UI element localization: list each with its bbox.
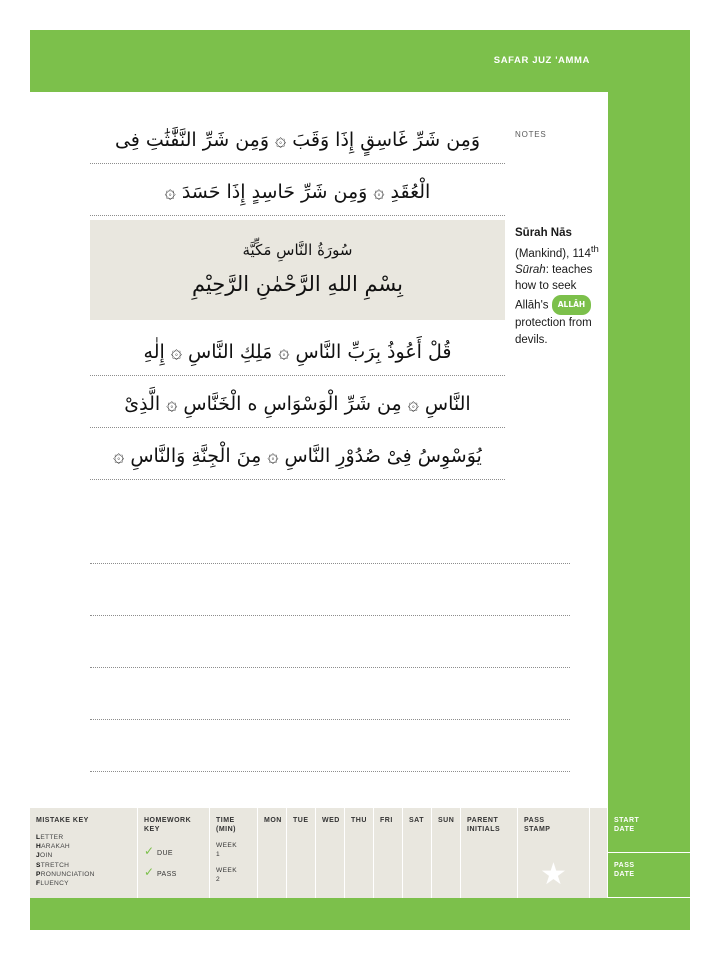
day-column-fri[interactable] [374, 808, 403, 898]
week-row-1 [216, 841, 251, 859]
pass-date-line1: PASS [614, 862, 635, 869]
arabic-line: يُوَسْوِسُ فِىْ صُدُوْرِ النَّاسِ ۞ مِنَ الْجِنَّةِ وَالنَّاسِ ۞ [90, 428, 505, 480]
day-label: SAT [409, 817, 424, 824]
day-label: THU [351, 817, 367, 824]
time-title: TIME [216, 817, 235, 824]
allah-badge: ALLĀH [552, 295, 591, 316]
notes-column [515, 130, 620, 348]
day-label: FRI [380, 817, 393, 824]
homework-key-rows [144, 842, 203, 884]
notes-desc-line-3: Allāh's ALLĀH [515, 295, 620, 316]
ruled-line [90, 668, 570, 720]
pass-stamp-cell[interactable] [518, 808, 590, 898]
mistake-key-cell [30, 808, 138, 898]
time-unit: (MIN) [216, 826, 236, 833]
notes-desc-line-4: protection from [515, 317, 592, 330]
arabic-line: الْعُقَدِ ۞ وَمِن شَرِّ حَاسِدٍ إِذَا حَسَدَ ۞ [90, 164, 505, 216]
bottom-green-strip [30, 898, 608, 930]
mistake-item: JOIN [36, 852, 53, 860]
check-icon: ✓ [144, 865, 155, 879]
day-column-thu[interactable] [345, 808, 374, 898]
time-cell [210, 808, 258, 898]
mistake-key-title: MISTAKE KEY [36, 817, 89, 824]
week-label: WEEK [216, 867, 238, 874]
arabic-line: قُلْ أَعُوذُ بِرَبِّ النَّاسِ ۞ مَلِكِ النَّاسِ ۞ إِلٰهِ [90, 324, 505, 376]
header-title: SAFAR JUZ 'AMMA [493, 55, 590, 66]
bismillah-line: بِسْمِ اللهِ الرَّحْمٰنِ الرَّحِيْمِ [191, 272, 404, 296]
arabic-line: النَّاسِ ۞ مِن شَرِّ الْوَسْوَاسِ ﻩ الْخَنَّاسِ ۞ الَّذِىْ [90, 376, 505, 428]
homework-item: ✓ PASS [144, 865, 177, 879]
homework-item: ✓ DUE [144, 844, 173, 858]
notes-surah-name: Sūrah Nās [515, 227, 572, 239]
homework-key-cell [138, 808, 210, 898]
header-bar [30, 30, 690, 92]
homework-key-title-line2: KEY [144, 826, 160, 833]
mistake-item: LETTER [36, 834, 64, 841]
notes-desc-line-1: Sūrah: teaches [515, 263, 593, 276]
day-column-tue[interactable] [287, 808, 316, 898]
pass-stamp-line1: PASS [524, 817, 545, 824]
parent-initials-line2: INITIALS [467, 826, 501, 833]
day-label: TUE [293, 817, 309, 824]
ruled-line [90, 564, 570, 616]
pass-date-cell[interactable] [608, 853, 690, 898]
parent-initials-line1: PARENT [467, 817, 499, 824]
day-column-wed[interactable] [316, 808, 345, 898]
star-icon: ★ [540, 858, 567, 891]
week-number: 1 [216, 851, 221, 858]
progress-tracker [30, 808, 690, 898]
start-date-line1: START [614, 817, 640, 824]
notes-label: NOTES [515, 130, 547, 139]
week-row-2 [216, 866, 251, 884]
pass-stamp-line2: STAMP [524, 826, 551, 833]
mistake-key-list [36, 833, 131, 888]
notes-ordinal: th [590, 243, 599, 255]
week-label: WEEK [216, 842, 238, 849]
mistake-item: HARAKAH [36, 843, 70, 851]
parent-initials-cell[interactable] [461, 808, 518, 898]
day-label: WED [322, 817, 340, 824]
day-column-sun[interactable] [432, 808, 461, 898]
day-column-mon[interactable] [258, 808, 287, 898]
notes-desc-line-2: how to seek [515, 280, 577, 293]
surah-heading-arabic: سُورَةُ النَّاسِ مَكِّيَّة [242, 241, 353, 259]
mistake-item: FLUENCY [36, 880, 69, 888]
start-date-line2: DATE [614, 826, 635, 833]
notes-text [515, 225, 620, 348]
ruled-line [90, 616, 570, 668]
arabic-lines-group [90, 112, 505, 480]
day-column-sat[interactable] [403, 808, 432, 898]
blank-ruled-lines [90, 512, 570, 824]
notes-meaning: (Mankind), 114th [515, 243, 599, 260]
notes-desc-line-5: devils. [515, 333, 548, 346]
arabic-line: وَمِن شَرِّ غَاسِقٍ إِذَا وَقَبَ ۞ وَمِن شَرِّ النَّفَّٰثَٰتِ فِى [90, 112, 505, 164]
start-date-cell[interactable] [608, 808, 690, 853]
ruled-line [90, 512, 570, 564]
mistake-item: PRONUNCIATION [36, 870, 95, 878]
surah-heading-band [90, 220, 505, 320]
day-label: MON [264, 817, 282, 824]
right-green-margin [608, 30, 690, 930]
mistake-item: STRETCH [36, 861, 70, 869]
ruled-line [90, 720, 570, 772]
check-icon: ✓ [144, 844, 155, 858]
homework-key-title-line1: HOMEWORK [144, 817, 192, 824]
writing-area [30, 92, 608, 898]
tracker-spacer [590, 808, 608, 898]
pass-date-line2: DATE [614, 871, 635, 878]
week-number: 2 [216, 876, 221, 883]
day-label: SUN [438, 817, 455, 824]
